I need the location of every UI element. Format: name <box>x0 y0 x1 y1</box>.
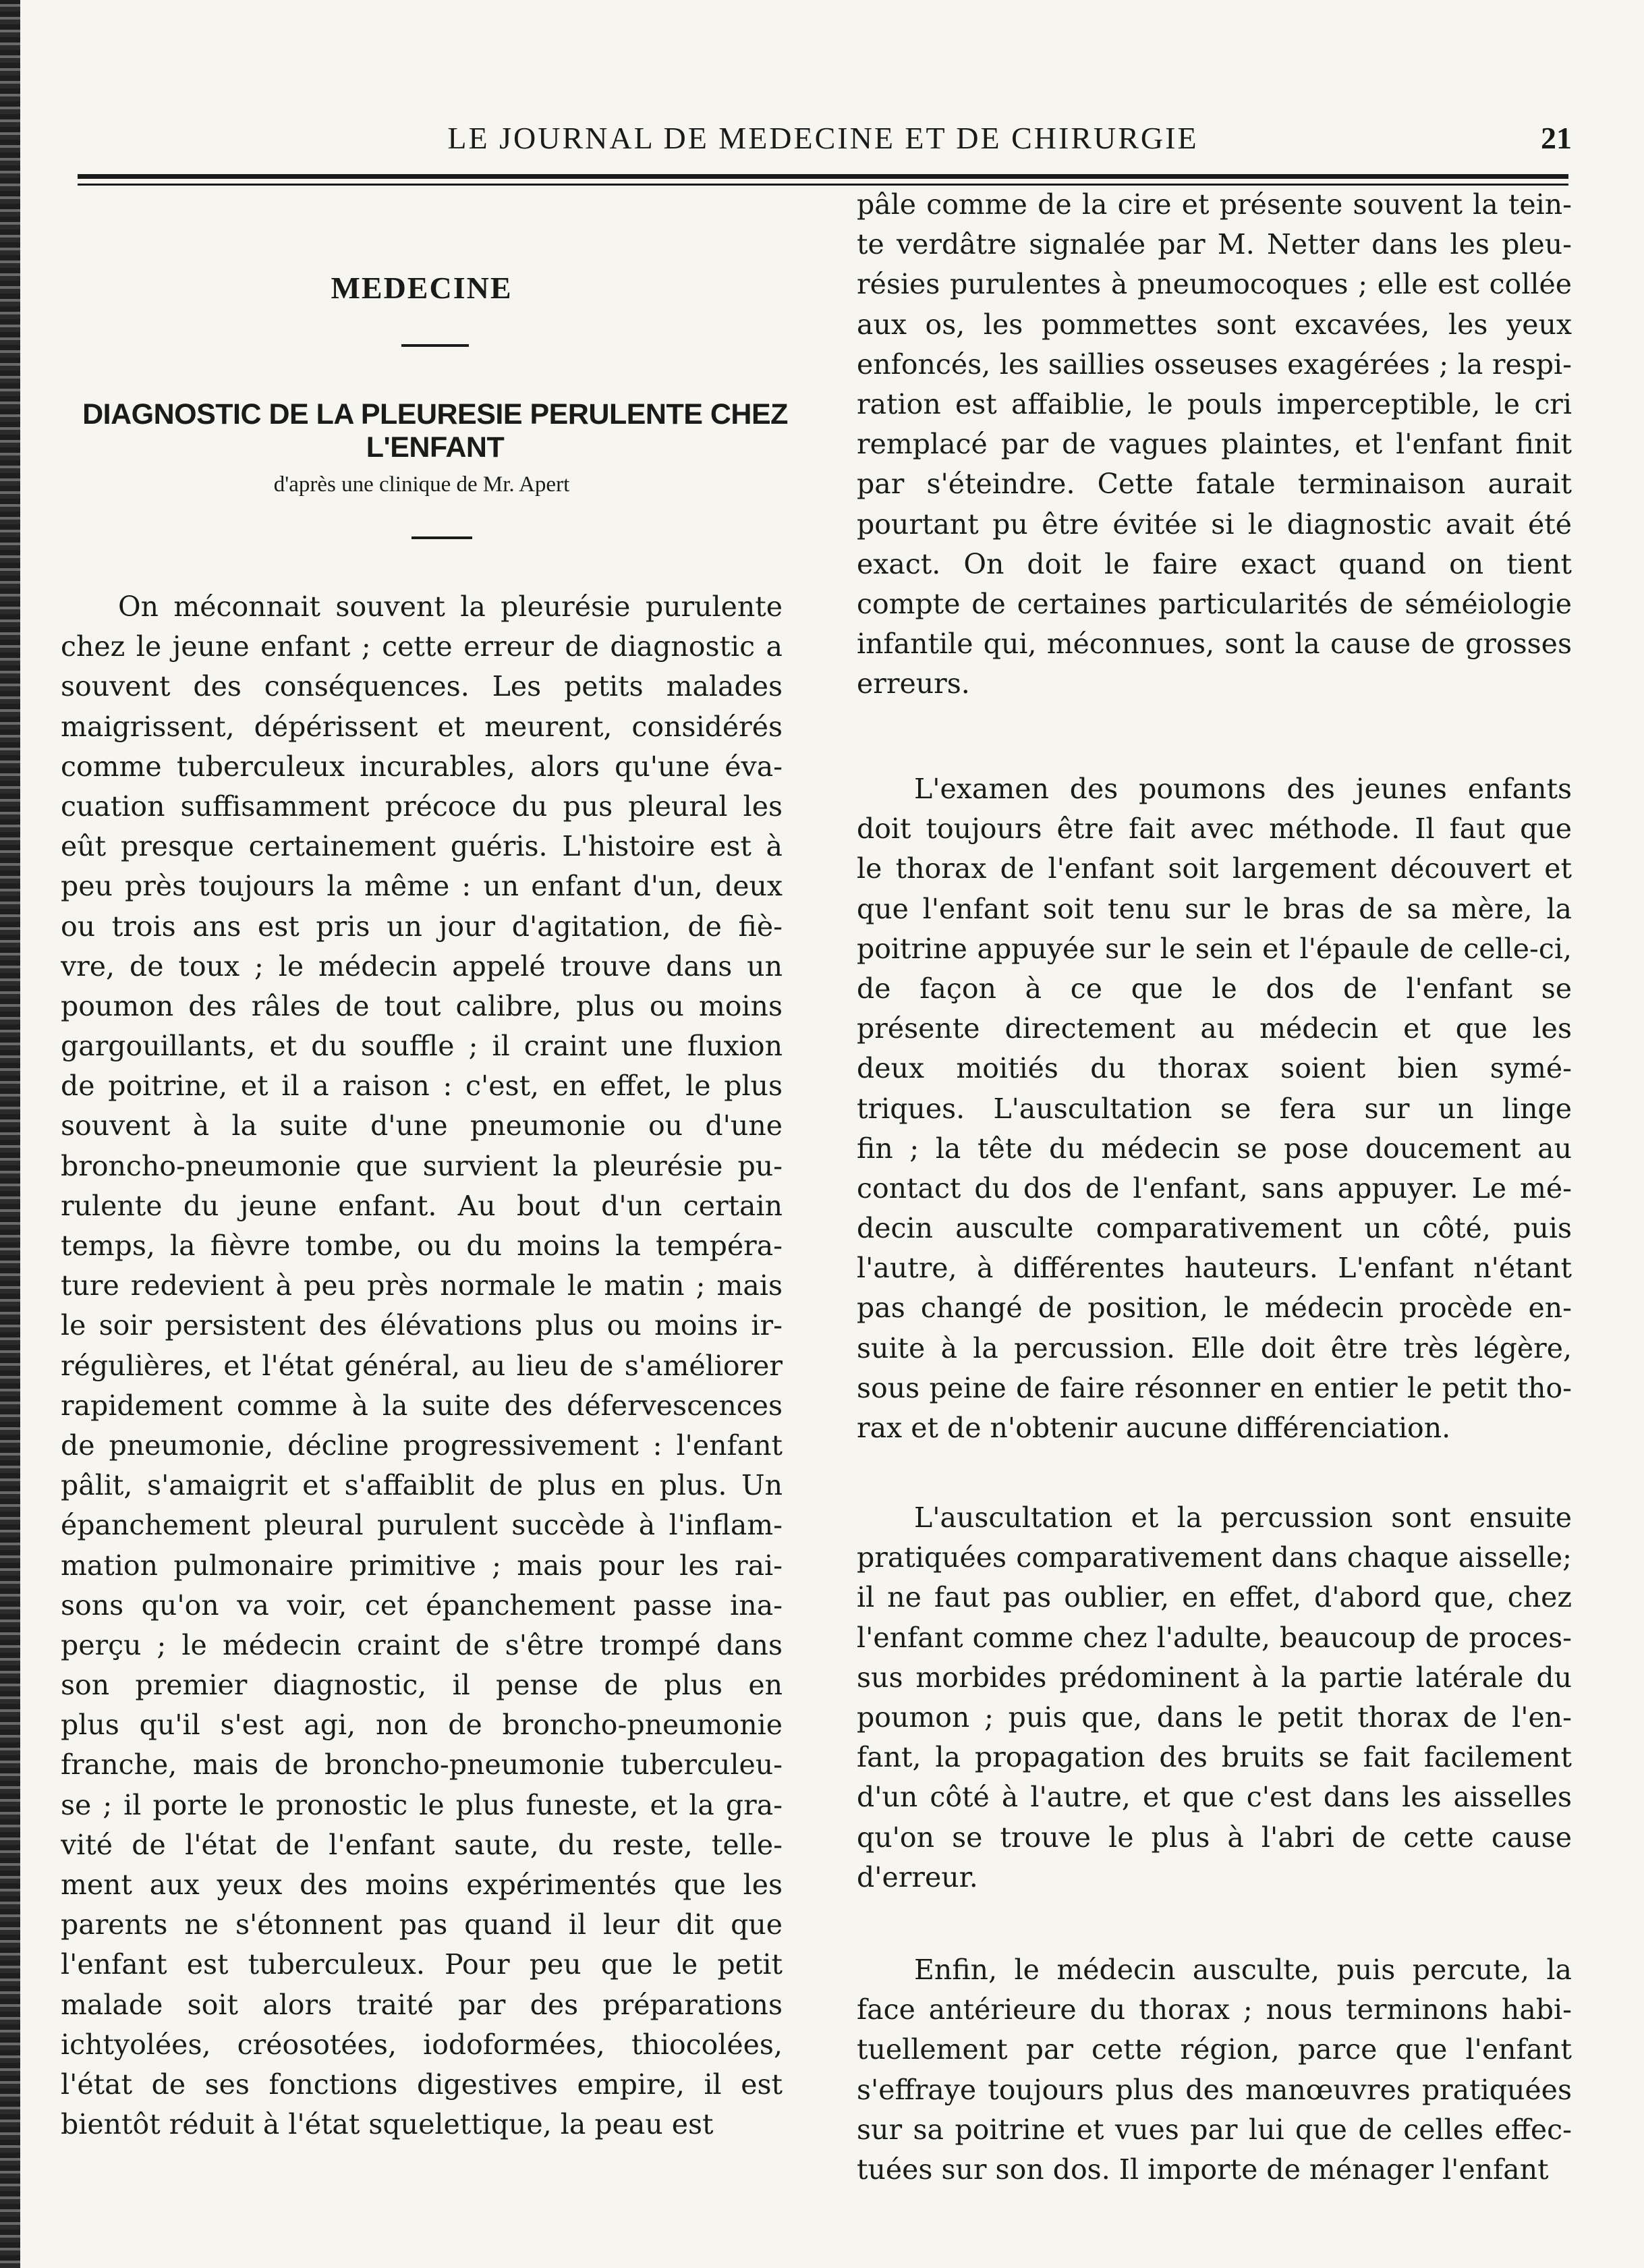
text-line: enfoncés, les saillies osseuses exagérées ; la respi- <box>857 348 1572 381</box>
text-line: malade soit alors traité par des préparations <box>61 1988 783 2021</box>
text-line: rulente du jeune enfant. Au bout d'un certain <box>61 1189 783 1222</box>
text-line: deux moitiés du thorax soient bien symé- <box>857 1052 1572 1085</box>
text-line: sous peine de faire résonner en entier le petit tho- <box>857 1371 1572 1404</box>
text-line: pas changé de position, le médecin procède en- <box>857 1292 1572 1325</box>
text-line: qu'on se trouve le plus à l'abri de cette cause <box>857 1821 1572 1854</box>
text-line: tuées sur son dos. Il importe de ménager l'enfant <box>857 2153 1549 2186</box>
text-line: infantile qui, méconnues, sont la cause de grosses <box>857 628 1572 661</box>
scan-binding-edge <box>0 0 20 2268</box>
text-line: contact du dos de l'enfant, sans appuyer. Le mé- <box>857 1171 1572 1205</box>
text-line: sur sa poitrine et vues par lui que de celles effec- <box>857 2113 1572 2146</box>
text-line: de façon à ce que le dos de l'enfant se <box>857 972 1572 1005</box>
text-line: l'enfant comme chez l'adulte, beaucoup de proces- <box>857 1621 1572 1654</box>
text-line: Enfin, le médecin ausculte, puis percute, la <box>914 1954 1572 1986</box>
text-line: suite à la percussion. Elle doit être très légère, <box>857 1331 1572 1364</box>
left-column <box>61 196 788 2220</box>
text-line: L'auscultation et la percussion sont ensuite <box>914 1501 1572 1534</box>
text-line: remplacé par de vagues plaintes, et l'enfant finit <box>857 428 1572 461</box>
text-line: souvent des conséquences. Les petits malades <box>61 670 783 703</box>
text-line: régulières, et l'état général, au lieu de s'améliorer <box>61 1349 783 1382</box>
text-line: d'erreur. <box>857 1860 978 1893</box>
text-line: bientôt réduit à l'état squelettique, la peau est <box>61 2108 714 2141</box>
text-line: ration est affaiblie, le pouls imperceptible, le cri <box>857 387 1572 420</box>
text-line: l'enfant est tuberculeux. Pour peu que le petit <box>61 1948 783 1981</box>
journal-title: LE JOURNAL DE MEDECINE ET DE CHIRURGIE <box>447 121 1199 155</box>
text-line: l'état de ses fonctions digestives empire, il est <box>61 2068 783 2101</box>
text-line: peu près toujours la même : un enfant d'un, deux <box>61 870 783 903</box>
text-line: ichtyolées, créosotées, iodoformées, thiocolées, <box>61 2028 783 2061</box>
text-line: il ne faut pas oublier, en effet, d'abord que, chez <box>857 1581 1572 1614</box>
text-line: son premier diagnostic, il pense de plus en <box>61 1669 783 1702</box>
text-line: poumon des râles de tout calibre, plus ou moins <box>61 989 783 1022</box>
text-line: face antérieure du thorax ; nous terminons habi- <box>857 1993 1572 2026</box>
header-rule-thick <box>78 174 1568 179</box>
paragraph-3 <box>857 1498 1572 1898</box>
paragraph-1 <box>857 185 1572 704</box>
text-line: pratiquées comparativement dans chaque aisselle; <box>857 1541 1572 1574</box>
text-line: poumon ; puis que, dans le petit thorax de l'en- <box>857 1700 1572 1734</box>
text-line: exact. On doit le faire exact quand on tient <box>857 547 1572 580</box>
text-line: le thorax de l'enfant soit largement découvert et <box>857 852 1572 885</box>
text-line: comme tuberculeux incurables, alors qu'une éva- <box>61 750 783 783</box>
text-line: perçu ; le médecin craint de s'être trompé dans <box>61 1628 783 1661</box>
right-column <box>857 188 1572 2220</box>
paragraph-2 <box>857 769 1572 1448</box>
text-line: souvent à la suite d'une pneumonie ou d'une <box>61 1109 783 1142</box>
byline-divider <box>412 536 472 539</box>
text-line: de pneumonie, décline progressivement : l'enfant <box>61 1429 783 1462</box>
title-divider <box>401 344 469 347</box>
text-line: présente directement au médecin et que les <box>857 1012 1572 1045</box>
text-line: erreurs. <box>857 667 970 700</box>
text-line: ment aux yeux des moins expérimentés que les <box>61 1869 783 1901</box>
text-line: te verdâtre signalée par M. Netter dans les pleu- <box>857 228 1572 261</box>
running-head <box>74 120 1572 167</box>
section-title: MEDECINE <box>331 271 513 305</box>
text-line: l'autre, à différentes hauteurs. L'enfant n'étant <box>857 1252 1572 1285</box>
text-line: rax et de n'obtenir aucune différenciation. <box>857 1412 1451 1444</box>
text-line: tuellement par cette région, parce que l'enfant <box>857 2033 1572 2066</box>
page-number: 21 <box>1541 121 1572 155</box>
text-line: s'effraye toujours plus des manœuvres pratiquées <box>857 2073 1572 2106</box>
paragraph-4 <box>857 1950 1572 2190</box>
text-line: d'un côté à l'autre, et que c'est dans les aisselles <box>857 1781 1572 1814</box>
text-line: chez le jeune enfant ; cette erreur de diagnostic a <box>61 630 783 663</box>
text-line: pourtant pu être évitée si le diagnostic avait été <box>857 507 1572 541</box>
left-body-text <box>61 587 783 2145</box>
text-line: de poitrine, et il a raison : c'est, en effet, le plus <box>61 1070 783 1103</box>
text-line: épanchement pleural purulent succède à l'inflam- <box>61 1509 783 1542</box>
text-line: sons qu'on va voir, cet épanchement passe ina- <box>61 1588 783 1622</box>
text-line: que l'enfant soit tenu sur le bras de sa mère, la <box>857 892 1572 925</box>
text-line: fin ; la tête du médecin se pose doucement au <box>857 1132 1572 1165</box>
text-line: gargouillants, et du souffle ; il craint une fluxion <box>61 1030 783 1063</box>
article-title: DIAGNOSTIC DE LA PLEURESIE PERULENTE CHEZ L'ENFANT <box>82 398 788 464</box>
text-line: triques. L'auscultation se fera sur un linge <box>857 1092 1572 1125</box>
text-line: résies purulentes à pneumocoques ; elle est collée <box>857 268 1572 301</box>
text-line: broncho-pneumonie que survient la pleurésie pu- <box>61 1149 783 1182</box>
text-line: L'examen des poumons des jeunes enfants <box>914 773 1572 805</box>
text-line: vité de l'état de l'enfant saute, du reste, telle- <box>61 1828 783 1861</box>
text-line: maigrissent, dépérissent et meurent, considérés <box>61 710 783 743</box>
text-line: rapidement comme à la suite des défervescences <box>61 1389 783 1422</box>
text-line: eût presque certainement guéris. L'histoire est à <box>61 830 783 863</box>
text-line: poitrine appuyée sur le sein et l'épaule de celle-ci, <box>857 932 1572 965</box>
text-line: vre, de toux ; le médecin appelé trouve dans un <box>61 949 783 983</box>
byline: d'après une clinique de Mr. Apert <box>273 472 570 497</box>
text-line: cuation suffisamment précoce du pus pleural les <box>61 790 783 823</box>
text-line: sus morbides prédominent à la partie latérale du <box>857 1661 1572 1694</box>
text-line: aux os, les pommettes sont excavées, les yeux <box>857 308 1572 341</box>
text-line: decin ausculte comparativement un côté, puis <box>857 1212 1572 1245</box>
text-line: plus qu'il s'est agi, non de broncho-pneumonie <box>61 1709 783 1742</box>
text-line: le soir persistent des élévations plus ou moins ir- <box>61 1309 783 1342</box>
text-line: pâle comme de la cire et présente souvent la tein- <box>857 188 1572 221</box>
text-line: doit toujours être fait avec méthode. Il faut que <box>857 812 1572 846</box>
text-line: pâlit, s'amaigrit et s'affaiblit de plus en plus. Un <box>61 1469 783 1502</box>
text-line: franche, mais de broncho-pneumonie tuberculeu- <box>61 1748 783 1781</box>
text-line: temps, la fièvre tombe, ou du moins la tempéra- <box>61 1229 783 1262</box>
text-line: ture redevient à peu près normale le matin ; mais <box>61 1269 783 1302</box>
text-line: ou trois ans est pris un jour d'agitation, de fiè- <box>61 910 783 943</box>
text-line: compte de certaines particularités de séméiologie <box>857 587 1572 620</box>
text-line: parents ne s'étonnent pas quand il leur dit que <box>61 1908 783 1941</box>
text-line: mation pulmonaire primitive ; mais pour les rai- <box>61 1549 783 1582</box>
text-line: se ; il porte le pronostic le plus funeste, et la gra- <box>61 1788 783 1821</box>
text-line: fant, la propagation des bruits se fait facilement <box>857 1741 1572 1774</box>
text-line: On méconnait souvent la pleurésie purulente <box>118 590 783 623</box>
text-line: par s'éteindre. Cette fatale terminaison aurait <box>857 468 1572 501</box>
